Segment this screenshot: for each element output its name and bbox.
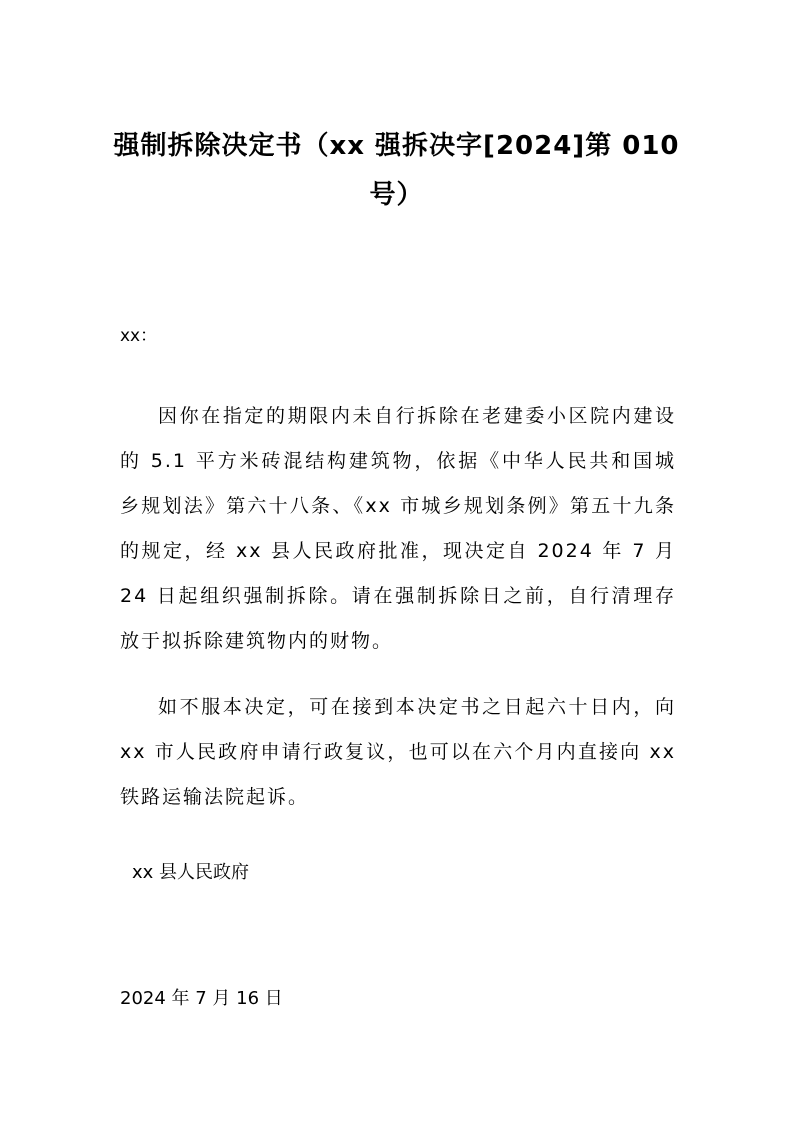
body-paragraph-2: 如不服本决定，可在接到本决定书之日起六十日内，向 xx 市人民政府申请行政复议，也可以在六个月内直接向 xx 铁路运输法院起诉。	[120, 696, 676, 808]
issuer-signature: xx 县人民政府	[132, 862, 250, 883]
body-paragraph-1: 因你在指定的期限内未自行拆除在老建委小区院内建设的 5.1 平方米砖混结构建筑物，依据《中华人民共和国城乡规划法》第六十八条、《xx 市城乡规划条例》第五十九条的规定，经 xx 县人民政府批准，现决定自 2024 年 7 月 24 日起组织强制拆除。请在强制拆除日之前，自行清理存放于拟拆除建筑物内的财物。	[120, 405, 676, 652]
issue-date: 2024 年 7 月 16 日	[120, 988, 283, 1009]
document-title: 强制拆除决定书（xx 强拆决字[2024]第 010 号）	[113, 131, 680, 210]
addressee: xx：	[120, 326, 158, 346]
